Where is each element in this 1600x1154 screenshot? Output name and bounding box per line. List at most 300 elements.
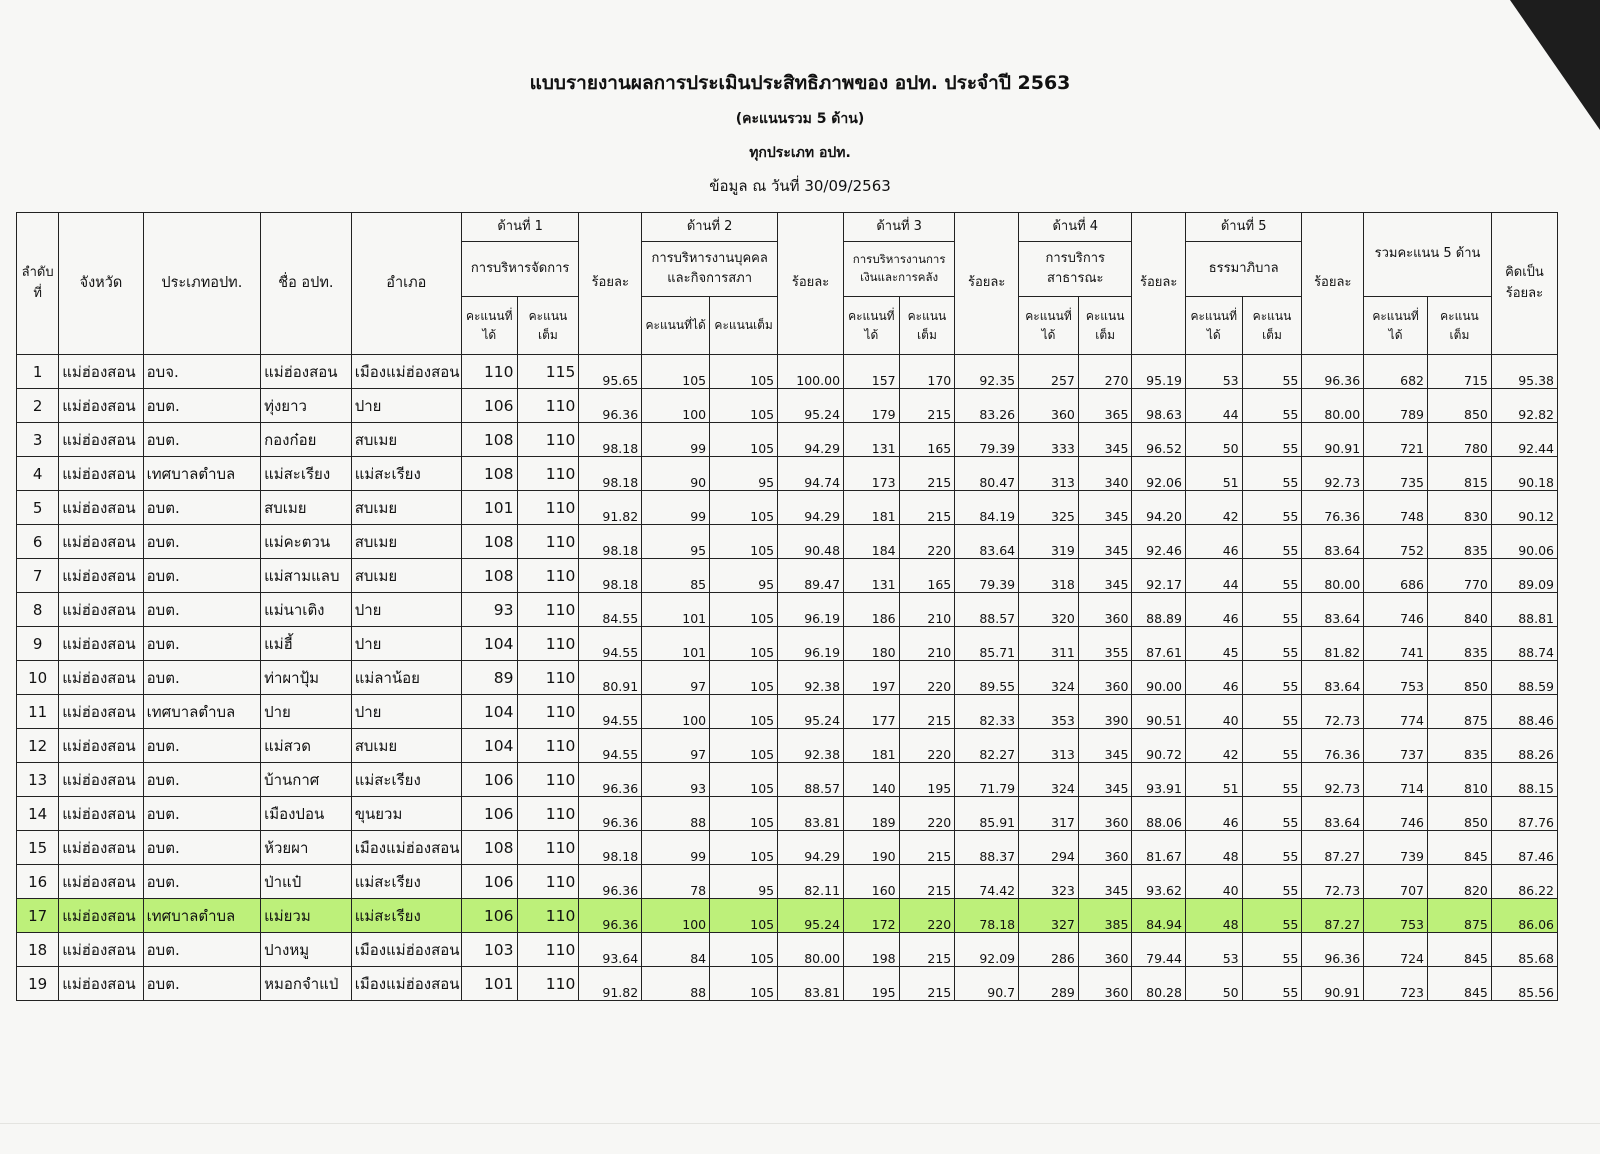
cell-total-got: 714 [1364, 763, 1428, 797]
aspect-5-label: ด้านที่ 5 [1185, 213, 1301, 242]
cell-a3-full: 195 [899, 763, 955, 797]
cell-district: ปาย [351, 627, 461, 661]
cell-a2-full: 105 [710, 661, 778, 695]
cell-a2-pct: 94.74 [778, 457, 844, 491]
cell-province: แม่ฮ่องสอน [59, 355, 143, 389]
report-category: ทุกประเภท อปท. [749, 145, 851, 161]
cell-a5-got: 51 [1185, 457, 1242, 491]
cell-a1-full: 110 [517, 525, 579, 559]
cell-name: เมืองปอน [261, 797, 352, 831]
score-full-header: คะแนนเต็ม [899, 297, 955, 355]
cell-total-full: 840 [1428, 593, 1492, 627]
col-header-province: จังหวัด [59, 213, 143, 355]
cell-district: เมืองแม่ฮ่องสอน [351, 933, 461, 967]
cell-a2-got: 99 [642, 831, 710, 865]
cell-a2-pct: 90.48 [778, 525, 844, 559]
aspect-3-percent-header: ร้อยละ [955, 213, 1019, 355]
cell-total-pct: 87.46 [1491, 831, 1557, 865]
cell-a3-pct: 90.7 [955, 967, 1019, 1001]
cell-province: แม่ฮ่องสอน [59, 593, 143, 627]
cell-district: แม่สะเรียง [351, 865, 461, 899]
cell-a5-pct: 90.91 [1302, 423, 1364, 457]
cell-type: อบต. [143, 389, 260, 423]
cell-a3-got: 181 [844, 491, 900, 525]
cell-a1-full: 110 [517, 933, 579, 967]
col-header-no: ลำดับที่ [17, 213, 59, 355]
cell-a1-pct: 80.91 [579, 661, 642, 695]
cell-a5-pct: 80.00 [1302, 389, 1364, 423]
cell-a1-full: 110 [517, 695, 579, 729]
cell-province: แม่ฮ่องสอน [59, 661, 143, 695]
cell-a1-got: 104 [461, 627, 517, 661]
aspect-1-label: ด้านที่ 1 [461, 213, 578, 242]
cell-a1-pct: 94.55 [579, 695, 642, 729]
cell-a4-pct: 95.19 [1132, 355, 1186, 389]
cell-a2-full: 105 [710, 763, 778, 797]
cell-a4-got: 327 [1019, 899, 1079, 933]
table-row [17, 763, 1558, 797]
cell-a1-pct: 96.36 [579, 797, 642, 831]
cell-a5-got: 48 [1185, 831, 1242, 865]
cell-a4-got: 324 [1019, 763, 1079, 797]
cell-a5-full: 55 [1242, 559, 1302, 593]
cell-district: สบเมย [351, 525, 461, 559]
cell-a1-pct: 98.18 [579, 831, 642, 865]
cell-a4-full: 345 [1078, 763, 1132, 797]
table-row [17, 729, 1558, 763]
aspect-3-label: ด้านที่ 3 [844, 213, 955, 242]
cell-a5-got: 44 [1185, 389, 1242, 423]
cell-a4-pct: 90.51 [1132, 695, 1186, 729]
cell-total-got: 686 [1364, 559, 1428, 593]
cell-a4-pct: 98.63 [1132, 389, 1186, 423]
cell-a1-full: 110 [517, 457, 579, 491]
cell-district: สบเมย [351, 423, 461, 457]
cell-a2-full: 105 [710, 933, 778, 967]
cell-a1-got: 108 [461, 423, 517, 457]
cell-a4-pct: 93.91 [1132, 763, 1186, 797]
cell-a5-pct: 96.36 [1302, 933, 1364, 967]
cell-a4-full: 390 [1078, 695, 1132, 729]
cell-a1-full: 110 [517, 831, 579, 865]
table-row [17, 967, 1558, 1001]
cell-total-got: 739 [1364, 831, 1428, 865]
score-got-header: คะแนนที่ได้ [1019, 297, 1079, 355]
cell-a5-full: 55 [1242, 627, 1302, 661]
cell-a2-got: 84 [642, 933, 710, 967]
cell-a3-full: 210 [899, 627, 955, 661]
cell-a1-full: 110 [517, 865, 579, 899]
cell-a5-full: 55 [1242, 389, 1302, 423]
cell-name: หมอกจำแป่ [261, 967, 352, 1001]
cell-a4-full: 345 [1078, 865, 1132, 899]
cell-district: แม่สะเรียง [351, 763, 461, 797]
cell-a4-pct: 92.17 [1132, 559, 1186, 593]
cell-a3-full: 170 [899, 355, 955, 389]
cell-a3-got: 157 [844, 355, 900, 389]
cell-type: อบจ. [143, 355, 260, 389]
cell-a2-pct: 95.24 [778, 389, 844, 423]
cell-a1-full: 110 [517, 763, 579, 797]
aspect-2-name: การบริหารงานบุคคลและกิจการสภา [642, 242, 778, 297]
cell-a5-got: 46 [1185, 593, 1242, 627]
cell-province: แม่ฮ่องสอน [59, 423, 143, 457]
cell-a4-full: 345 [1078, 729, 1132, 763]
aspect-4-percent-header: ร้อยละ [1132, 213, 1186, 355]
cell-no: 14 [17, 797, 59, 831]
cell-a3-full: 220 [899, 899, 955, 933]
cell-a1-got: 103 [461, 933, 517, 967]
cell-district: เมืองแม่ฮ่องสอน [351, 831, 461, 865]
cell-a1-got: 106 [461, 797, 517, 831]
cell-a4-full: 355 [1078, 627, 1132, 661]
table-row [17, 899, 1558, 933]
cell-a5-got: 40 [1185, 695, 1242, 729]
cell-a5-got: 53 [1185, 933, 1242, 967]
aspect-1-name: การบริหารจัดการ [461, 242, 578, 297]
cell-a1-got: 108 [461, 559, 517, 593]
cell-a4-got: 317 [1019, 797, 1079, 831]
table-row [17, 423, 1558, 457]
cell-a5-pct: 81.82 [1302, 627, 1364, 661]
table-row [17, 695, 1558, 729]
cell-type: เทศบาลตำบล [143, 899, 260, 933]
cell-a3-got: 160 [844, 865, 900, 899]
cell-a5-got: 46 [1185, 525, 1242, 559]
aspect-4-name: การบริการสาธารณะ [1019, 242, 1132, 297]
cell-a2-pct: 92.38 [778, 729, 844, 763]
cell-a2-full: 95 [710, 457, 778, 491]
cell-total-got: 746 [1364, 593, 1428, 627]
cell-a1-pct: 93.64 [579, 933, 642, 967]
aspect-5-percent-header: ร้อยละ [1302, 213, 1364, 355]
cell-a5-got: 42 [1185, 491, 1242, 525]
aspect-5-name: ธรรมาภิบาล [1185, 242, 1301, 297]
cell-name: แม่ฮี้ [261, 627, 352, 661]
cell-a1-got: 89 [461, 661, 517, 695]
cell-a2-pct: 83.81 [778, 967, 844, 1001]
cell-a2-got: 101 [642, 593, 710, 627]
cell-a2-full: 105 [710, 423, 778, 457]
cell-a5-full: 55 [1242, 661, 1302, 695]
cell-type: อบต. [143, 797, 260, 831]
cell-a1-got: 106 [461, 865, 517, 899]
cell-no: 16 [17, 865, 59, 899]
cell-a3-full: 220 [899, 797, 955, 831]
cell-a4-got: 323 [1019, 865, 1079, 899]
cell-a4-full: 360 [1078, 593, 1132, 627]
cell-a3-pct: 82.27 [955, 729, 1019, 763]
cell-a5-full: 55 [1242, 593, 1302, 627]
cell-a4-pct: 93.62 [1132, 865, 1186, 899]
cell-a4-got: 325 [1019, 491, 1079, 525]
total-header: รวมคะแนน 5 ด้าน [1364, 213, 1492, 297]
cell-a4-full: 360 [1078, 967, 1132, 1001]
cell-a1-pct: 96.36 [579, 865, 642, 899]
cell-a5-pct: 80.00 [1302, 559, 1364, 593]
cell-province: แม่ฮ่องสอน [59, 627, 143, 661]
cell-total-pct: 88.26 [1491, 729, 1557, 763]
cell-a3-full: 215 [899, 967, 955, 1001]
cell-a5-got: 46 [1185, 797, 1242, 831]
cell-a5-got: 48 [1185, 899, 1242, 933]
aspect-3-name: การบริหารงานการเงินและการคลัง [844, 242, 955, 297]
cell-a4-full: 270 [1078, 355, 1132, 389]
cell-province: แม่ฮ่องสอน [59, 491, 143, 525]
cell-a3-pct: 82.33 [955, 695, 1019, 729]
cell-district: สบเมย [351, 491, 461, 525]
score-full-header: คะแนนเต็ม [517, 297, 579, 355]
cell-a2-full: 105 [710, 355, 778, 389]
cell-total-pct: 92.44 [1491, 423, 1557, 457]
cell-no: 19 [17, 967, 59, 1001]
cell-a4-got: 257 [1019, 355, 1079, 389]
cell-no: 17 [17, 899, 59, 933]
cell-district: ปาย [351, 593, 461, 627]
cell-a5-full: 55 [1242, 865, 1302, 899]
cell-a4-got: 289 [1019, 967, 1079, 1001]
cell-a4-pct: 88.89 [1132, 593, 1186, 627]
cell-total-pct: 87.76 [1491, 797, 1557, 831]
cell-total-got: 682 [1364, 355, 1428, 389]
report-date: ข้อมูล ณ วันที่ 30/09/2563 [709, 177, 891, 195]
cell-name: แม่ยวม [261, 899, 352, 933]
cell-district: เมืองแม่ฮ่องสอน [351, 967, 461, 1001]
cell-type: อบต. [143, 559, 260, 593]
cell-a4-got: 318 [1019, 559, 1079, 593]
cell-a2-pct: 95.24 [778, 695, 844, 729]
col-header-type: ประเภทอปท. [143, 213, 260, 355]
cell-a1-got: 93 [461, 593, 517, 627]
col-header-district: อำเภอ [351, 213, 461, 355]
cell-a3-pct: 88.57 [955, 593, 1019, 627]
cell-a5-pct: 76.36 [1302, 729, 1364, 763]
cell-a2-full: 105 [710, 831, 778, 865]
cell-type: อบต. [143, 525, 260, 559]
cell-a4-got: 360 [1019, 389, 1079, 423]
cell-a5-pct: 72.73 [1302, 695, 1364, 729]
table-row [17, 491, 1558, 525]
cell-total-got: 707 [1364, 865, 1428, 899]
cell-province: แม่ฮ่องสอน [59, 729, 143, 763]
cell-type: อบต. [143, 491, 260, 525]
cell-a5-pct: 83.64 [1302, 661, 1364, 695]
cell-type: อบต. [143, 423, 260, 457]
cell-a2-full: 105 [710, 491, 778, 525]
cell-a3-pct: 80.47 [955, 457, 1019, 491]
cell-a3-got: 131 [844, 559, 900, 593]
cell-a4-pct: 81.67 [1132, 831, 1186, 865]
cell-a5-pct: 87.27 [1302, 831, 1364, 865]
cell-a4-full: 360 [1078, 797, 1132, 831]
cell-a4-pct: 94.20 [1132, 491, 1186, 525]
cell-a1-got: 108 [461, 831, 517, 865]
cell-a5-pct: 90.91 [1302, 967, 1364, 1001]
cell-name: แม่นาเติง [261, 593, 352, 627]
cell-a3-full: 215 [899, 831, 955, 865]
cell-a1-pct: 96.36 [579, 899, 642, 933]
cell-a4-got: 294 [1019, 831, 1079, 865]
cell-total-pct: 85.56 [1491, 967, 1557, 1001]
cell-district: ขุนยวม [351, 797, 461, 831]
report-header [0, 68, 1600, 198]
cell-a1-full: 115 [517, 355, 579, 389]
cell-a5-full: 55 [1242, 695, 1302, 729]
cell-a2-pct: 80.00 [778, 933, 844, 967]
cell-a5-got: 46 [1185, 661, 1242, 695]
cell-a4-got: 286 [1019, 933, 1079, 967]
cell-a3-full: 215 [899, 491, 955, 525]
cell-a4-got: 324 [1019, 661, 1079, 695]
cell-a2-full: 105 [710, 525, 778, 559]
evaluation-table [16, 212, 1558, 1001]
cell-a5-got: 50 [1185, 967, 1242, 1001]
cell-total-pct: 88.74 [1491, 627, 1557, 661]
cell-a3-pct: 79.39 [955, 423, 1019, 457]
cell-a1-got: 104 [461, 695, 517, 729]
cell-province: แม่ฮ่องสอน [59, 559, 143, 593]
cell-district: ปาย [351, 389, 461, 423]
cell-a5-pct: 83.64 [1302, 797, 1364, 831]
cell-a2-pct: 89.47 [778, 559, 844, 593]
cell-a5-full: 55 [1242, 423, 1302, 457]
cell-a2-pct: 92.38 [778, 661, 844, 695]
cell-total-got: 723 [1364, 967, 1428, 1001]
score-got-header: คะแนนที่ได้ [461, 297, 517, 355]
cell-province: แม่ฮ่องสอน [59, 525, 143, 559]
cell-province: แม่ฮ่องสอน [59, 763, 143, 797]
cell-total-got: 735 [1364, 457, 1428, 491]
cell-a5-got: 40 [1185, 865, 1242, 899]
cell-a3-full: 165 [899, 559, 955, 593]
cell-a1-pct: 91.82 [579, 491, 642, 525]
cell-a1-pct: 98.18 [579, 525, 642, 559]
cell-a5-pct: 96.36 [1302, 355, 1364, 389]
cell-a2-got: 88 [642, 797, 710, 831]
cell-a3-pct: 78.18 [955, 899, 1019, 933]
cell-a1-full: 110 [517, 389, 579, 423]
cell-a2-pct: 100.00 [778, 355, 844, 389]
cell-a3-got: 172 [844, 899, 900, 933]
cell-a5-full: 55 [1242, 831, 1302, 865]
cell-type: อบต. [143, 729, 260, 763]
cell-a3-full: 220 [899, 729, 955, 763]
cell-a2-full: 105 [710, 967, 778, 1001]
score-got-header: คะแนนที่ได้ [1185, 297, 1242, 355]
cell-a1-pct: 84.55 [579, 593, 642, 627]
score-full-header: คะแนนเต็ม [1242, 297, 1302, 355]
cell-type: อบต. [143, 593, 260, 627]
cell-a3-pct: 83.64 [955, 525, 1019, 559]
cell-a3-pct: 74.42 [955, 865, 1019, 899]
cell-a2-pct: 96.19 [778, 627, 844, 661]
cell-a5-pct: 87.27 [1302, 899, 1364, 933]
cell-province: แม่ฮ่องสอน [59, 389, 143, 423]
score-full-header: คะแนนเต็ม [1078, 297, 1132, 355]
cell-a3-full: 215 [899, 457, 955, 491]
cell-total-full: 850 [1428, 389, 1492, 423]
cell-a2-got: 97 [642, 729, 710, 763]
cell-a4-got: 320 [1019, 593, 1079, 627]
cell-a2-full: 105 [710, 729, 778, 763]
cell-name: แม่สวด [261, 729, 352, 763]
score-got-header: คะแนนที่ได้ [642, 297, 710, 355]
cell-type: อบต. [143, 661, 260, 695]
cell-a5-full: 55 [1242, 457, 1302, 491]
cell-a2-got: 100 [642, 899, 710, 933]
aspect-2-label: ด้านที่ 2 [642, 213, 778, 242]
cell-total-pct: 86.06 [1491, 899, 1557, 933]
cell-a3-pct: 92.09 [955, 933, 1019, 967]
cell-a3-full: 215 [899, 389, 955, 423]
cell-a4-pct: 84.94 [1132, 899, 1186, 933]
cell-a3-got: 173 [844, 457, 900, 491]
cell-a2-got: 97 [642, 661, 710, 695]
cell-province: แม่ฮ่องสอน [59, 457, 143, 491]
cell-a5-got: 45 [1185, 627, 1242, 661]
cell-a3-pct: 89.55 [955, 661, 1019, 695]
total-percent-header: คิดเป็นร้อยละ [1491, 213, 1557, 355]
cell-district: แม่ลาน้อย [351, 661, 461, 695]
cell-a2-full: 105 [710, 797, 778, 831]
aspect-1-percent-header: ร้อยละ [579, 213, 642, 355]
cell-total-got: 741 [1364, 627, 1428, 661]
cell-a3-pct: 79.39 [955, 559, 1019, 593]
cell-a4-full: 385 [1078, 899, 1132, 933]
cell-a2-full: 95 [710, 865, 778, 899]
cell-total-full: 850 [1428, 661, 1492, 695]
cell-type: อบต. [143, 865, 260, 899]
cell-total-pct: 86.22 [1491, 865, 1557, 899]
cell-a5-got: 51 [1185, 763, 1242, 797]
cell-a2-got: 100 [642, 389, 710, 423]
cell-total-full: 835 [1428, 729, 1492, 763]
page-bottom-edge [0, 1123, 1600, 1124]
cell-a2-pct: 95.24 [778, 899, 844, 933]
cell-a5-full: 55 [1242, 967, 1302, 1001]
cell-a3-full: 215 [899, 933, 955, 967]
cell-a5-got: 53 [1185, 355, 1242, 389]
cell-a2-got: 100 [642, 695, 710, 729]
cell-no: 4 [17, 457, 59, 491]
cell-a2-pct: 94.29 [778, 831, 844, 865]
cell-name: ปางหมู [261, 933, 352, 967]
cell-total-full: 845 [1428, 831, 1492, 865]
cell-district: สบเมย [351, 559, 461, 593]
cell-a1-pct: 91.82 [579, 967, 642, 1001]
cell-name: ทุ่งยาว [261, 389, 352, 423]
cell-a4-pct: 96.52 [1132, 423, 1186, 457]
cell-a2-got: 85 [642, 559, 710, 593]
table-row [17, 355, 1558, 389]
cell-a2-full: 105 [710, 695, 778, 729]
cell-no: 15 [17, 831, 59, 865]
cell-a1-got: 106 [461, 763, 517, 797]
cell-district: ปาย [351, 695, 461, 729]
cell-a2-got: 101 [642, 627, 710, 661]
cell-a2-pct: 94.29 [778, 491, 844, 525]
cell-a2-got: 78 [642, 865, 710, 899]
table-body [17, 355, 1558, 1001]
cell-total-pct: 90.12 [1491, 491, 1557, 525]
cell-a4-pct: 80.28 [1132, 967, 1186, 1001]
cell-name: ป่าแป๋ [261, 865, 352, 899]
report-subtitle: (คะแนนรวม 5 ด้าน) [735, 111, 865, 127]
table-row [17, 559, 1558, 593]
cell-total-got: 737 [1364, 729, 1428, 763]
cell-a2-pct: 94.29 [778, 423, 844, 457]
cell-a3-got: 186 [844, 593, 900, 627]
